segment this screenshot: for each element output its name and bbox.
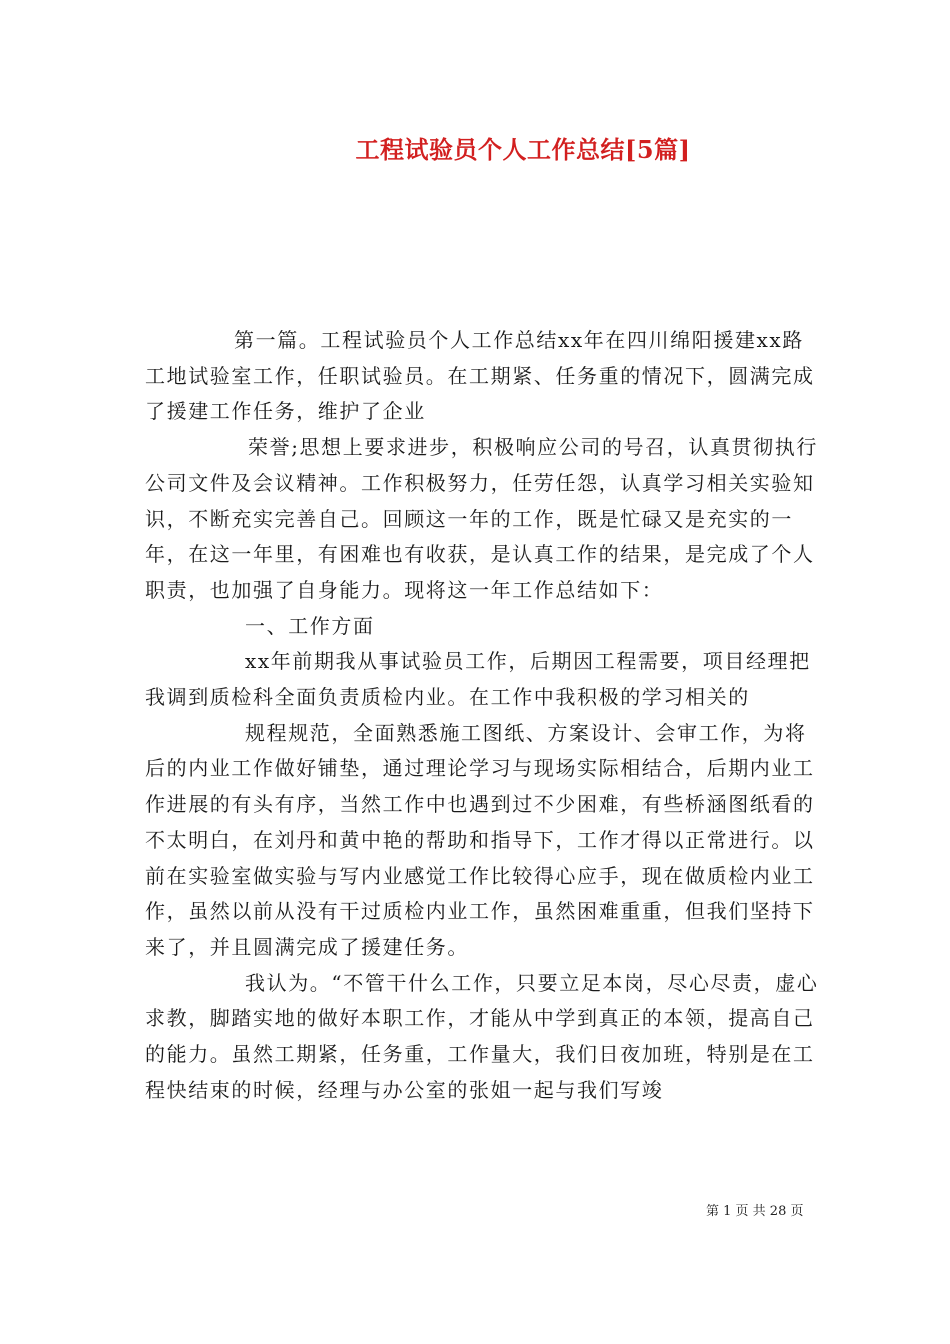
paragraph-5: 我认为。“不管干什么工作，只要立足本岗，尽心尽责，虚心求教，脚踏实地的做好本职工作，才能从中学到真正的本领，提高自己的能力。虽然工期紧，任务重，工作量大，我们日夜加班，特别是在工程快结束的时候，经理与办公室的张姐一起与我们写竣 bbox=[145, 970, 819, 1102]
paragraph-2: 荣誉;思想上要求进步，积极响应公司的号召，认真贯彻执行公司文件及会议精神。工作积极努力，任劳任怨，认真学习相关实验知识，不断充实完善自己。回顾这一年的工作，既是忙碌又是充实的一年，在这一年里，有困难也有收获，是认真工作的结果，是完成了个人职责，也加强了自身能力。现将这一年工作总结如下： bbox=[145, 435, 818, 602]
paragraph-1: 第一篇。工程试验员个人工作总结xx年在四川绵阳援建xx路工地试验室工作，任职试验员。在工期紧、任务重的情况下，圆满完成了援建工作任务，维护了企业 bbox=[145, 328, 815, 424]
document-body bbox=[145, 323, 825, 1108]
document-title: 工程试验员个人工作总结[5篇] bbox=[355, 135, 691, 164]
page-number: 第 1 页 共 28 页 bbox=[706, 1204, 804, 1219]
paragraph-4: 规程规范，全面熟悉施工图纸、方案设计、会审工作，为将后的内业工作做好铺垫，通过理论学习与现场实际相结合，后期内业工作进展的有头有序，当然工作中也遇到过不少困难，有些桥涵图纸看的不太明白，在刘丹和黄中艳的帮助和指导下，工作才得以正常进行。以前在实验室做实验与写内业感觉工作比较得心应手，现在做质检内业工作，虽然以前从没有干过质检内业工作，虽然困难重重，但我们坚持下来了，并且圆满完成了援建任务。 bbox=[145, 720, 815, 959]
section-heading-work: 一、工作方面 bbox=[245, 613, 375, 638]
paragraph-3: xx年前期我从事试验员工作，后期因工程需要，项目经理把我调到质检科全面负责质检内业。在工作中我积极的学习相关的 bbox=[145, 649, 811, 710]
